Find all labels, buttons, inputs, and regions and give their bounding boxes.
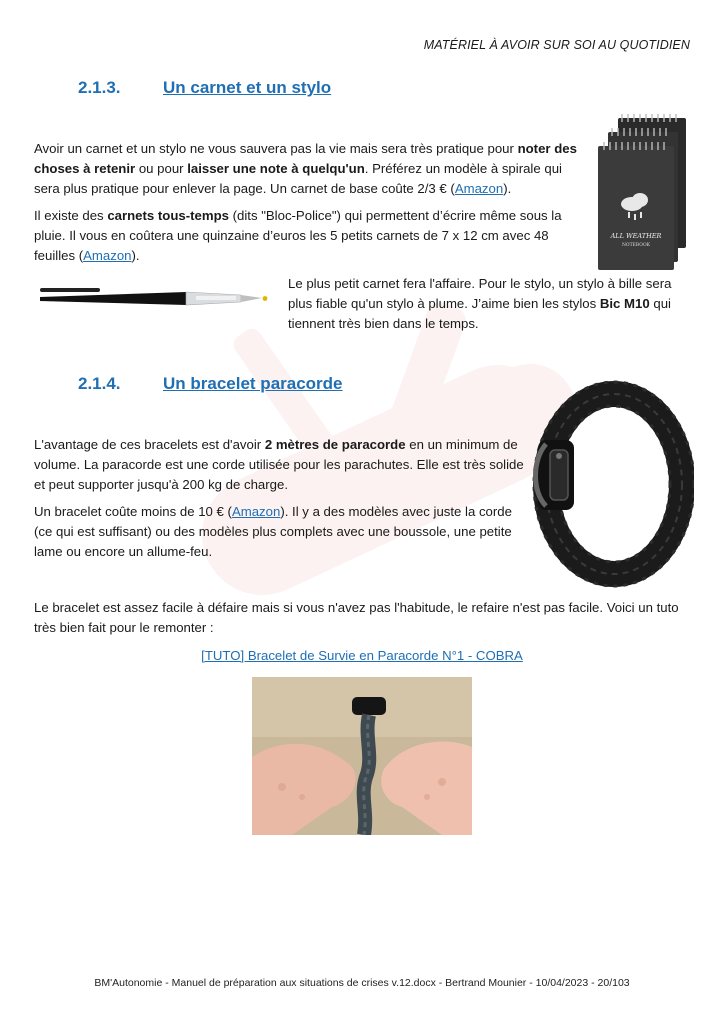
tuto-video-thumbnail[interactable] (252, 677, 472, 835)
pen-image (36, 283, 272, 313)
bracelet-paragraph-1: L'avantage de ces bracelets est d'avoir 2 mètres de paracorde en un minimum de volume. La paracorde est une corde utilisée pour les parachutes. Elle est très solide et peut supporter jusqu'à 200 kg de charge. (34, 437, 524, 492)
running-header: MATÉRIEL À AVOIR SUR SOI AU QUOTIDIEN (423, 38, 690, 52)
notebook-cover-title: ALL WEATHER (610, 232, 662, 240)
notebook-cover-subtitle: NOTEBOOK (621, 243, 651, 248)
amazon-link[interactable]: Amazon (231, 504, 281, 519)
bracelet-paragraph-3: Le bracelet est assez facile à défaire mais si vous n'avez pas l'habitude, le refaire n'est pas facile. Voici un tuto très bien fait pour le remonter : (34, 600, 679, 635)
tuto-link-container (0, 648, 724, 663)
pen-paragraph: Le plus petit carnet fera l'affaire. Pour le stylo, un stylo à bille sera plus fiable qu'un stylo à plume. J’aime bien les stylos Bic M10 qui tiennent très bien dans le temps. (288, 276, 672, 331)
tuto-video-link[interactable]: [TUTO] Bracelet de Survie en Paracorde N°1 - COBRA (201, 648, 523, 663)
page-footer: BM'Autonomie - Manuel de préparation aux situations de crises v.12.docx - Bertrand Mounier - 10/04/2023 - 20/103 (94, 977, 630, 989)
notebooks-image (596, 112, 690, 272)
amazon-link[interactable]: Amazon (83, 248, 132, 263)
section-number: 2.1.3. (78, 78, 121, 97)
section-heading-notebook (78, 78, 331, 98)
paracord-bracelet-image (528, 380, 694, 588)
section-number: 2.1.4. (78, 374, 121, 393)
notebook-paragraph-2: Il existe des carnets tous-temps (dits "Bloc-Police") qui permettent d’écrire même sous la pluie. Il vous en coûtera une quinzaine d’euros les 5 petits carnets de 7 x 12 cm avec 48 feuilles (Amazon). (34, 208, 562, 263)
notebook-paragraph-1: Avoir un carnet et un stylo ne vous sauvera pas la vie mais sera très pratique pour noter des choses à retenir ou pour laisser une note à quelqu'un. Préférez un modèle à spirale qui sera plus pratique pour enlever la page. Un carnet de base coûte 2/3 € (Amazon). (34, 141, 577, 196)
bracelet-paragraph-2: Un bracelet coûte moins de 10 € (Amazon). Il y a des modèles avec juste la corde (ce qui est suffisant) ou des modèles plus complets avec une boussole, une petite lame ou encore un allume-feu. (34, 504, 512, 559)
section-title: Un bracelet paracorde (163, 374, 343, 393)
section-title: Un carnet et un stylo (163, 78, 332, 97)
section-heading-bracelet (78, 374, 343, 394)
amazon-link[interactable]: Amazon (454, 181, 504, 196)
